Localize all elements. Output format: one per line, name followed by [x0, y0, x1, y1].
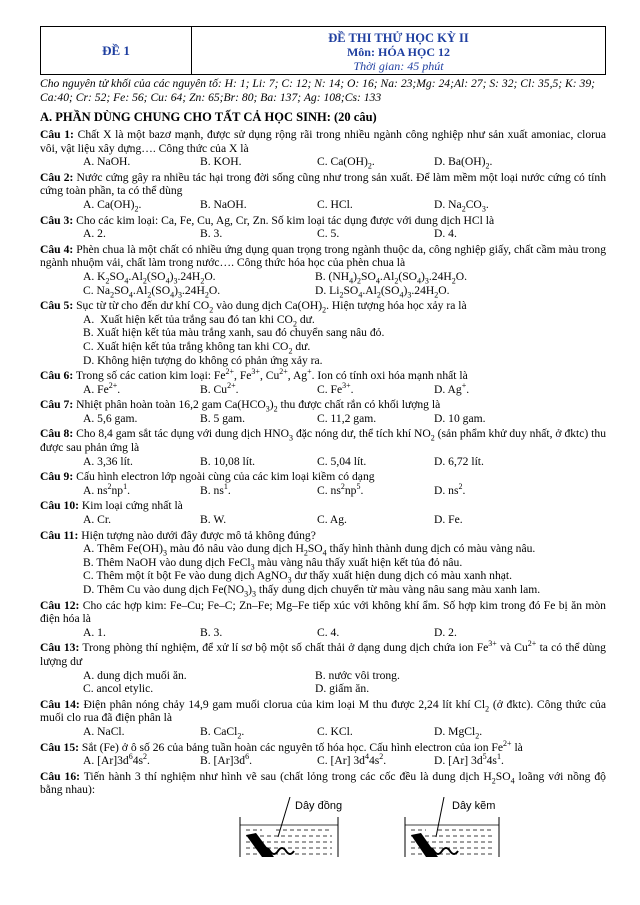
exam-code: ĐỀ 1 [41, 27, 192, 74]
answer-options: A. NaOH. B. KOH. C. $Ca(OH)_2$. D. $Ba(OH)_2$. [83, 155, 493, 171]
experiment-figure [40, 797, 606, 857]
exam-page [40, 26, 606, 857]
zinc-wire-label: Dây kẽm [452, 799, 496, 812]
question-10: Câu 10: Kim loại cứng nhất là [40, 499, 183, 513]
answer-options: A. $ns^2np^1$. B. $ns^1$. C. $ns^2np^5$. D. $ns^2$. [83, 481, 466, 497]
atomic-masses: Cho nguyên tử khối của các nguyên tố: H: 1; Li: 7; C: 12; N: 14; O: 16; Na: 23;Mg: 24;Al: 27; S: 32; Cl: 35,5; K: 39; Ca:40; Cr: 52; Fe: 56; Cu: 64; Zn: 65;Br: 80; Ba: 137; Ag: 108;Cs: 133 [40, 77, 595, 104]
question-9: Câu 9: Cấu hình electron lớp ngoài cùng của các kim loại kiềm có dạng [40, 470, 375, 484]
answer-options: A. $K_2SO_4.Al_2(SO_4)_3.24H_2O$. B. $(NH_4)_2SO_4.Al_2(SO_4)_3.24H_2O$. [83, 269, 468, 286]
answer-options: A. $Fe^{2+}$. B. $Cu^{2+}$. C. $Fe^{3+}$. D. Ag+. [83, 380, 470, 396]
question-16: Câu 16: Tiến hành 3 thí nghiệm như hình vẽ sau (chất lỏng trong các cốc đều là dung dịch $H_2SO_4$ loãng với nồng độ bằng nhau): [40, 769, 606, 797]
section-title: A. PHẦN DÙNG CHUNG CHO TẤT CẢ HỌC SINH: (20 câu) [40, 110, 377, 124]
answer-options: A. Cr. B. W. C. Ag. D. Fe. [83, 513, 463, 527]
question-13: Câu 13: Trong phòng thí nghiệm, để xử lí sơ bộ một số chất thải ở dạng dung dịch chứa ion $Fe^{3+}$ và $Cu^{2+}$ ta có thể dùng lượng dư [40, 639, 606, 668]
answer-options: C. $Na_2SO_4.Al_2(SO_4)_3.24H_2O$. D. $Li_2SO_4.Al_2(SO_4)_3.24H_2O$. [83, 283, 450, 299]
question-14: Câu 14: Điện phân nóng chảy 14,9 gam muối clorua của kim loại M thu được 2,24 lít khí $Cl_2$ (ở đktc). Công thức của muối clo rua đã điện phân là [40, 697, 606, 725]
question-11: Câu 11: Hiện tượng nào dưới đây được mô tả không đúng? [40, 528, 316, 542]
beakers-diagram [40, 797, 606, 857]
exam-title: ĐỀ THI THỬ HỌC KỲ II [328, 31, 469, 45]
answer-options: A. 5,6 gam. B. 5 gam. C. 11,2 gam. D. 10 gam. [83, 411, 486, 425]
answer-option: A. Thêm $Fe(OH)_3$ màu đỏ nâu vào dung dịch $H_2SO_4$ thấy hình thành dung dịch có màu vàng nâu. [83, 542, 536, 558]
answer-options: A. 3,36 lít. B. 10,08 lít. C. 5,04 lít. D. 6,72 lít. [83, 454, 484, 468]
answer-options: A. 2. B. 3. C. 5. D. 4. [83, 227, 457, 241]
exam-time: Thời gian: 45 phút [353, 59, 444, 73]
answer-option: B. Xuất hiện kết tủa màu trắng xanh, sau đó chuyển sang nâu đỏ. [83, 326, 385, 340]
exam-subject: Môn: HÓA HỌC 12 [346, 45, 450, 59]
question-12: Câu 12: Cho các hợp kim: Fe–Cu; Fe–C; Zn–Fe; Mg–Fe tiếp xúc với không khí ẩm. Số hợp kim trong đó Fe bị ăn mòn điện hóa là [40, 598, 606, 626]
answer-options: C. ancol etylic. D. giấm ăn. [83, 682, 370, 696]
answer-options: A. 1. B. 3. C. 4. D. 2. [83, 625, 457, 639]
question-2: Câu 2: Nước cứng gây ra nhiều tác hại trong đời sống cũng như trong sản xuất. Để làm mềm một loại nước cứng có tính cứng toàn phần, ta có thể dùng [40, 170, 606, 198]
answer-options: A. NaCl. B. CaCl$_2$. C. KCl. D. MgCl$_2$. [83, 724, 483, 741]
answer-option: C. Thêm một ít bột Fe vào dung dịch AgNO$_3$ dư thấy xuất hiện dung dịch có màu xanh nhạt. [83, 569, 513, 585]
question-7: Câu 7: Nhiệt phân hoàn toàn 16,2 gam $Ca(HCO_3)_2$ thu được chất rắn có khối lượng là [40, 398, 441, 414]
exam-header [40, 26, 606, 75]
answer-options: A. $Ca(OH)_2$. B. NaOH. C. HCl. D. $Na_2CO_3$. [83, 197, 489, 214]
answer-option: D. Thêm Cu vào dung dịch $Fe(NO_3)_3$ thấy dung dịch chuyển từ màu vàng nâu sang màu xanh lam. [83, 583, 541, 599]
answer-option: D. Không hiện tượng do không có phản ứng xảy ra. [83, 353, 323, 367]
answer-options: A. dung dịch muối ăn. B. nước vôi trong. [83, 668, 400, 682]
exam-title-block [192, 27, 605, 74]
question-15: Câu 15: Sắt (Fe) ở ô số 26 của bảng tuần hoàn các nguyên tố hóa học. Cấu hình electron của ion $Fe^{2+}$ là [40, 738, 523, 754]
question-4: Câu 4: Phèn chua là một chất có nhiều ứng dụng quan trọng trong ngành thuộc da, công nghiệp giấy, chất cầm màu trong ngành nhuộm vải, chất làm trong nước…. Công thức hóa học của phèn chua là [40, 242, 606, 270]
answer-option: C. Xuất hiện kết tủa trắng không tan khi $CO_2$ dư. [83, 339, 311, 356]
answer-options: A. $[Ar]3d^64s^2$. B. $[Ar]3d^6$. C. [Ar] $3d^44s^2$. D. [Ar] $3d^54s^1$. [83, 752, 504, 768]
question-list [40, 128, 606, 797]
answer-option: A. Xuất hiện kết tủa trắng sau đó tan khi $CO_2$ dư. [83, 312, 315, 329]
copper-wire-label: Dây đồng [295, 799, 343, 812]
question-5: Câu 5: Sục từ từ cho đến dư khí $CO_2$ vào dung dịch $Ca(OH)_2$. Hiện tượng hóa học xảy ra là [40, 299, 467, 315]
question-6: Câu 6: Trong số các cation kim loại: $Fe^{2+}$, $Fe^{3+}$, $Cu^{2+}$, Ag+. Ion có tính oxi hóa mạnh nhất là [40, 367, 468, 383]
question-1: Câu 1: Chất X là một bazơ mạnh, được sử dụng rộng rãi trong nhiều ngành công nghiệp như sản xuất amoniac, clorua vôi, vật liệu xây dựng…. Công thức của X là [40, 128, 606, 155]
answer-option: B. Thêm NaOH vào dung dịch FeCl$_3$ màu vàng nâu thấy xuất hiện kết tủa đỏ nâu. [83, 555, 463, 572]
question-3: Câu 3: Cho các kim loại: Ca, Fe, Cu, Ag, Cr, Zn. Số kim loại tác dụng được với dung dịch HCl là [40, 213, 495, 227]
question-8: Câu 8: Cho 8,4 gam sắt tác dụng với dung dịch $HNO_3$ đặc nóng dư, thể tích khí $NO_2$ (sản phẩm khử duy nhất, ở đktc) thu được sau phản ứng là [40, 427, 606, 455]
